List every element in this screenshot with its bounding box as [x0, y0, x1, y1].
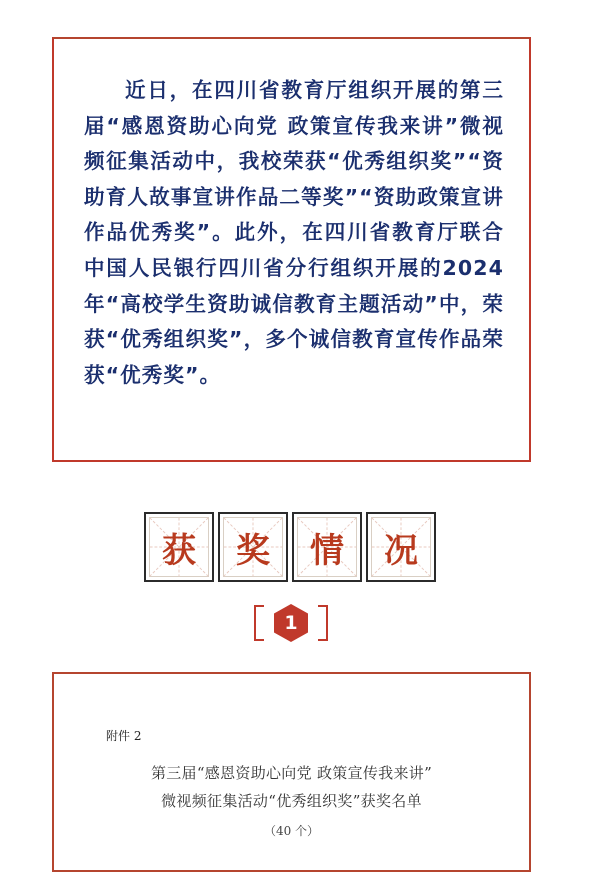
heading-char-4: 况 [384, 530, 418, 571]
document-title-line-1: 第三届“感恩资助心向党 政策宣传我来讲” [150, 764, 433, 782]
heading-tile-3 [292, 512, 362, 582]
heading-tile-4 [366, 512, 436, 582]
attachment-label: 附件 2 [106, 729, 142, 743]
section-heading [144, 512, 440, 582]
document-preview [52, 672, 531, 872]
intro-paragraph: 近日，在四川省教育厅组织开展的第三届“感恩资助心向党 政策宣传我来讲”微视频征集活动中，我校荣获“优秀组织奖”“资助育人故事宣讲作品二等奖”“资助政策宣讲作品优秀奖”。此外，在四川省教育厅联合中国人民银行四川省分行组织开展的2024年“高校学生资助诚信教育主题活动”中，荣获“优秀组织奖”，多个诚信教育宣传作品荣获“优秀奖”。 [84, 78, 504, 387]
right-bracket [318, 605, 328, 641]
badge-number: 1 [284, 612, 298, 634]
document-count: （40 个） [263, 824, 320, 838]
heading-tile-2 [218, 512, 288, 582]
heading-tile-1 [144, 512, 214, 582]
document-title-line-2: 微视频征集活动“优秀组织奖”获奖名单 [161, 792, 422, 810]
heading-char-1: 获 [162, 530, 196, 571]
left-bracket [254, 605, 264, 641]
intro-box [52, 37, 531, 462]
heading-char-3: 情 [310, 530, 344, 571]
section-number-badge [254, 603, 328, 643]
heading-char-2: 奖 [236, 530, 270, 571]
